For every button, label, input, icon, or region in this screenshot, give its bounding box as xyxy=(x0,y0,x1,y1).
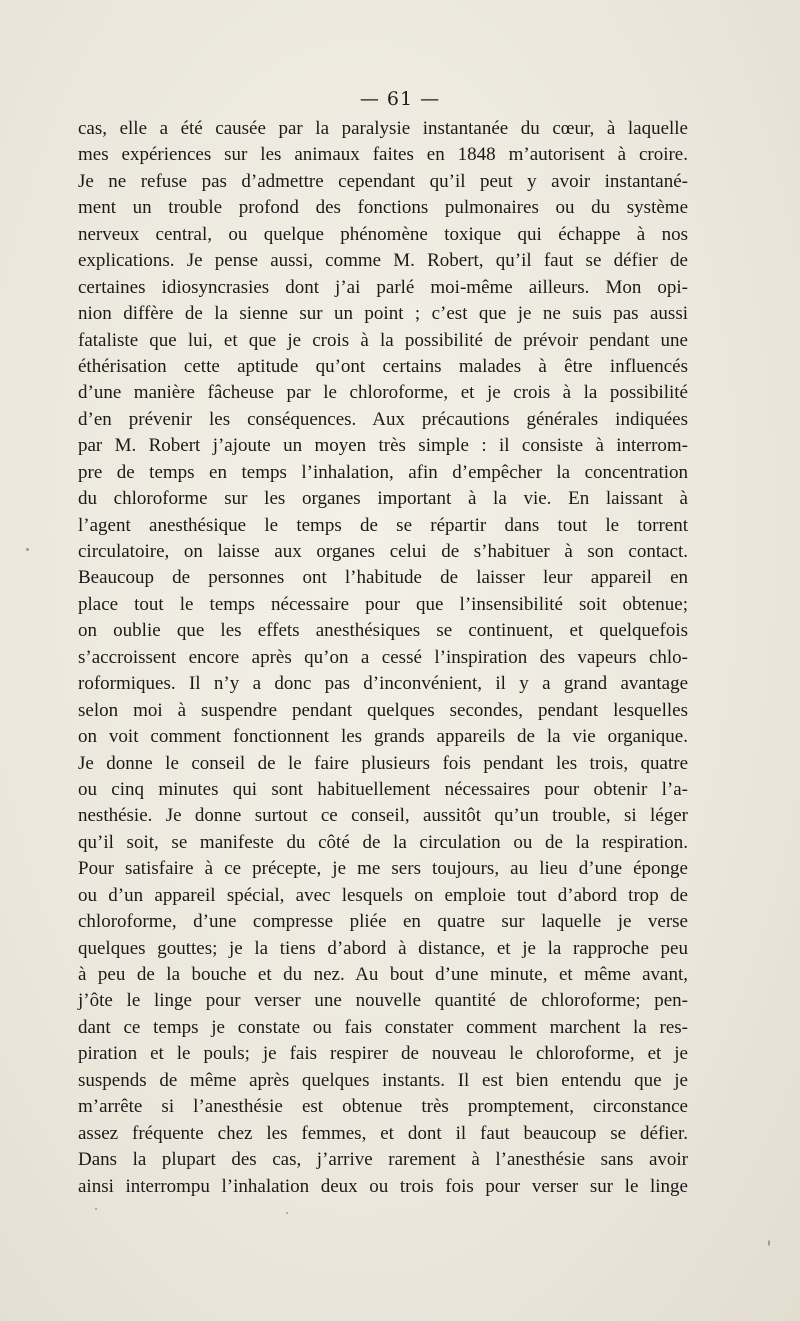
text-line: mes expériences sur les animaux faites en 1848 m’autorisent à croire. xyxy=(78,144,688,166)
ink-speck xyxy=(286,1212,288,1214)
text-line: Beaucoup de personnes ont l’habitude de laisser leur appareil en xyxy=(78,567,688,589)
text-line: circulatoire, on laisse aux organes celui de s’habituer à son contact. xyxy=(78,541,688,562)
text-line: j’ôte le linge pour verser une nouvelle quantité de chloroforme; pen- xyxy=(78,990,688,1012)
text-line: Dans la plupart des cas, j’arrive rarement à l’anesthésie sans avoir xyxy=(78,1149,688,1171)
text-line: d’une manière fâcheuse par le chloroforme, et je crois à la possibilité xyxy=(78,382,688,404)
text-line: pre de temps en temps l’inhalation, afin d’empêcher la concentration xyxy=(78,461,688,483)
text-line: on voit comment fonctionnent les grands appareils de la vie organique. xyxy=(78,726,688,748)
text-line: l’agent anesthésique le temps de se répartir dans tout le torrent xyxy=(78,514,688,536)
text-line: ou d’un appareil spécial, avec lesquels on emploie tout d’abord trop de xyxy=(78,884,688,906)
ink-speck xyxy=(95,1208,97,1210)
text-line: qu’il soit, se manifeste du côté de la circulation ou de la respiration. xyxy=(78,831,688,853)
text-line: assez fréquente chez les femmes, et dont il faut beaucoup se défier. xyxy=(78,1122,688,1144)
text-line: m’arrête si l’anesthésie est obtenue très promptement, circonstance xyxy=(78,1096,688,1118)
text-line: on oublie que les effets anesthésiques se continuent, et quelquefois xyxy=(78,620,688,642)
text-line: nion diffère de la sienne sur un point ; c’est que je ne suis pas aussi xyxy=(78,303,688,325)
text-line: Pour satisfaire à ce précepte, je me sers toujours, au lieu d’une éponge xyxy=(78,858,688,880)
text-line: selon moi à suspendre pendant quelques secondes, pendant lesquelles xyxy=(78,699,688,721)
text-line: ment un trouble profond des fonctions pulmonaires ou du système xyxy=(78,197,688,219)
text-line: Je donne le conseil de le faire plusieurs fois pendant les trois, quatre xyxy=(78,752,688,774)
text-line: nerveux central, ou quelque phénomène toxique qui échappe à nos xyxy=(78,223,688,245)
text-line: roformiques. Il n’y a donc pas d’inconvénient, il y a grand avantage xyxy=(78,673,688,695)
text-line: d’en prévenir les conséquences. Aux précautions générales indiquées xyxy=(78,408,688,430)
text-line: chloroforme, d’une compresse pliée en quatre sur laquelle je verse xyxy=(78,911,688,933)
text-line: par M. Robert j’ajoute un moyen très simple : il consiste à interrom- xyxy=(78,435,688,457)
page-number: — 61 — xyxy=(359,88,441,110)
text-line: nesthésie. Je donne surtout ce conseil, aussitôt qu’un trouble, si léger xyxy=(78,805,688,827)
text-line: ainsi interrompu l’inhalation deux ou trois fois pour verser sur le linge xyxy=(78,1175,688,1197)
text-line: piration et le pouls; je fais respirer de nouveau le chloroforme, et je xyxy=(78,1043,688,1065)
body-text xyxy=(78,116,688,1200)
text-line: place tout le temps nécessaire pour que l’insensibilité soit obtenue; xyxy=(78,593,688,615)
text-line: ou cinq minutes qui sont habituellement nécessaires pour obtenir l’a- xyxy=(78,778,688,800)
text-line: fataliste que lui, et que je crois à la possibilité de prévoir pendant une xyxy=(78,329,688,351)
text-line: certaines idiosyncrasies dont j’ai parlé moi-même ailleurs. Mon opi- xyxy=(78,276,688,298)
text-line: éthérisation cette aptitude qu’ont certains malades à être influencés xyxy=(78,355,688,377)
ink-speck xyxy=(26,548,29,551)
text-line: suspends de même après quelques instants. Il est bien entendu que je xyxy=(78,1069,688,1091)
text-line: dant ce temps je constate ou fais constater comment marchent la res- xyxy=(78,1016,688,1038)
text-line: du chloroforme sur les organes important à la vie. En laissant à xyxy=(78,488,688,510)
text-line: explications. Je pense aussi, comme M. Robert, qu’il faut se défier de xyxy=(78,250,688,272)
ink-speck xyxy=(768,1240,770,1246)
text-line: cas, elle a été causée par la paralysie instantanée du cœur, à laquelle xyxy=(78,118,688,139)
text-line: s’accroissent encore après qu’on a cessé l’inspiration des vapeurs chlo- xyxy=(78,646,688,668)
text-line: Je ne refuse pas d’admettre cependant qu’il peut y avoir instantané- xyxy=(78,170,688,192)
text-line: quelques gouttes; je la tiens d’abord à distance, et je la rapproche peu xyxy=(78,937,688,959)
text-line: à peu de la bouche et du nez. Au bout d’une minute, et même avant, xyxy=(78,964,688,985)
